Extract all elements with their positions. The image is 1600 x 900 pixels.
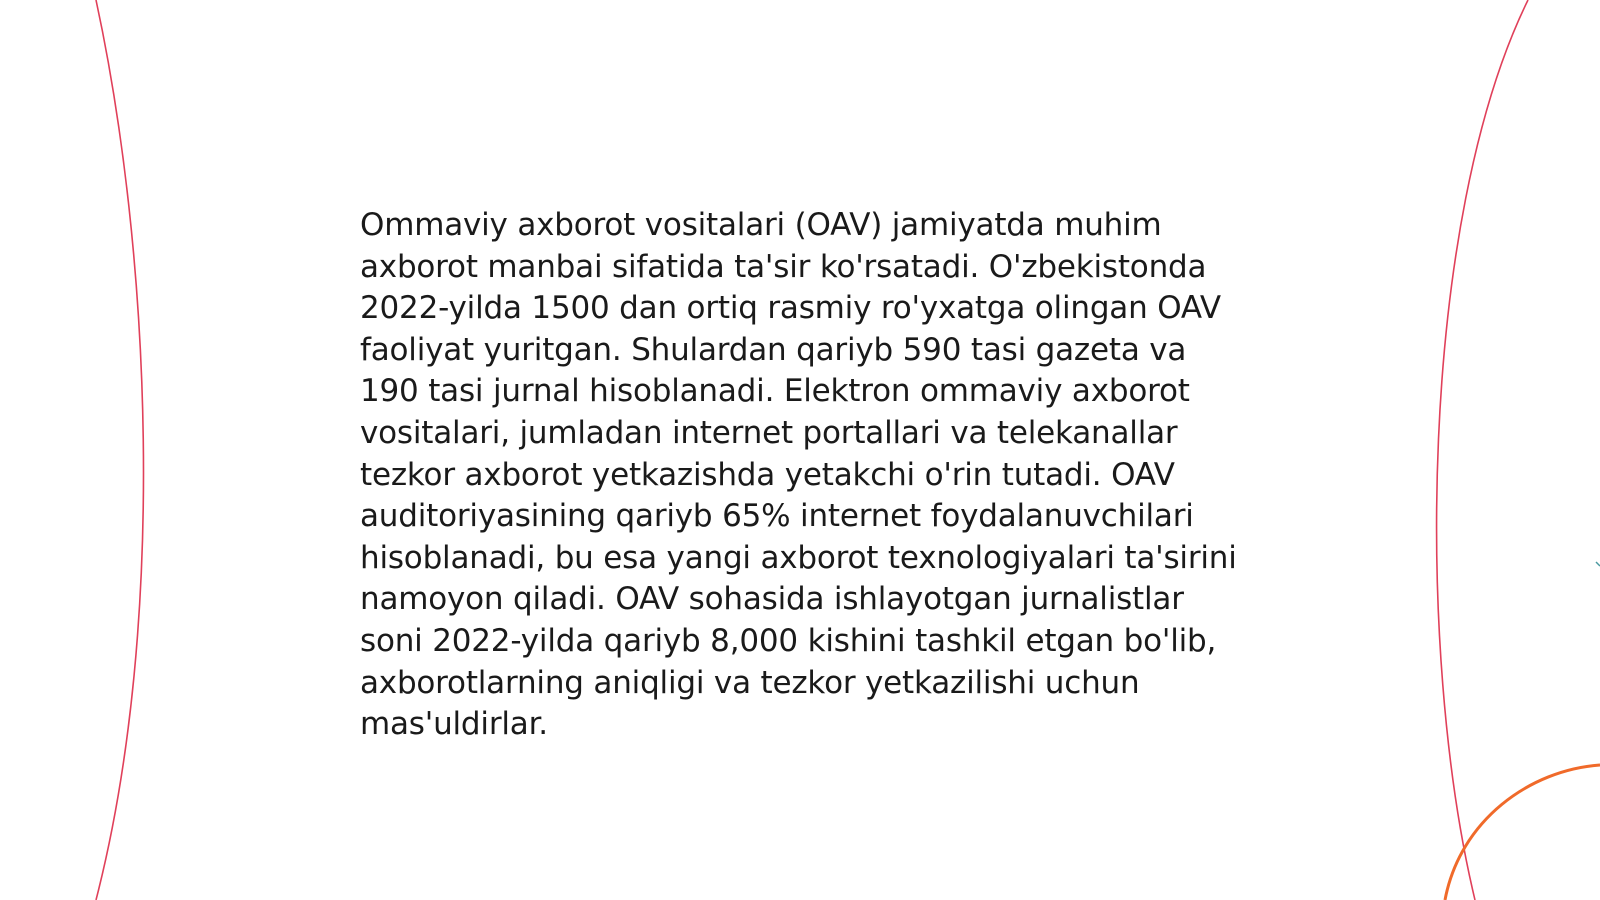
body-paragraph: Ommaviy axborot vositalari (OAV) jamiyatda muhim axborot manbai sifatida ta'sir ko'rsatadi. O'zbekistonda 2022-yilda 1500 dan ortiq rasmiy ro'yxatga olingan OAV faoliyat yuritgan. Shulardan qariyb 590 tasi gazeta va 190 tasi jurnal hisoblanadi. Elektron ommaviy axborot vositalari, jumladan internet portallari va telekanallar tezkor axborot yetkazishda yetakchi o'rin tutadi. OAV auditoriyasining qariyb 65% internet foydalanuvchilari hisoblanadi, bu esa yangi axborot texnologiyalari ta'sirini namoyon qiladi. OAV sohasida ishlayotgan jurnalistlar soni 2022-yilda qariyb 8,000 kishini tashkil etgan bo'lib, axborotlarning aniqligi va tezkor yetkazilishi uchun mas'uldirlar.: [360, 207, 1237, 743]
orange-arc: [1445, 765, 1600, 900]
edge-mark: [1596, 562, 1600, 566]
right-curve: [1437, 0, 1528, 900]
left-curve: [96, 0, 143, 900]
